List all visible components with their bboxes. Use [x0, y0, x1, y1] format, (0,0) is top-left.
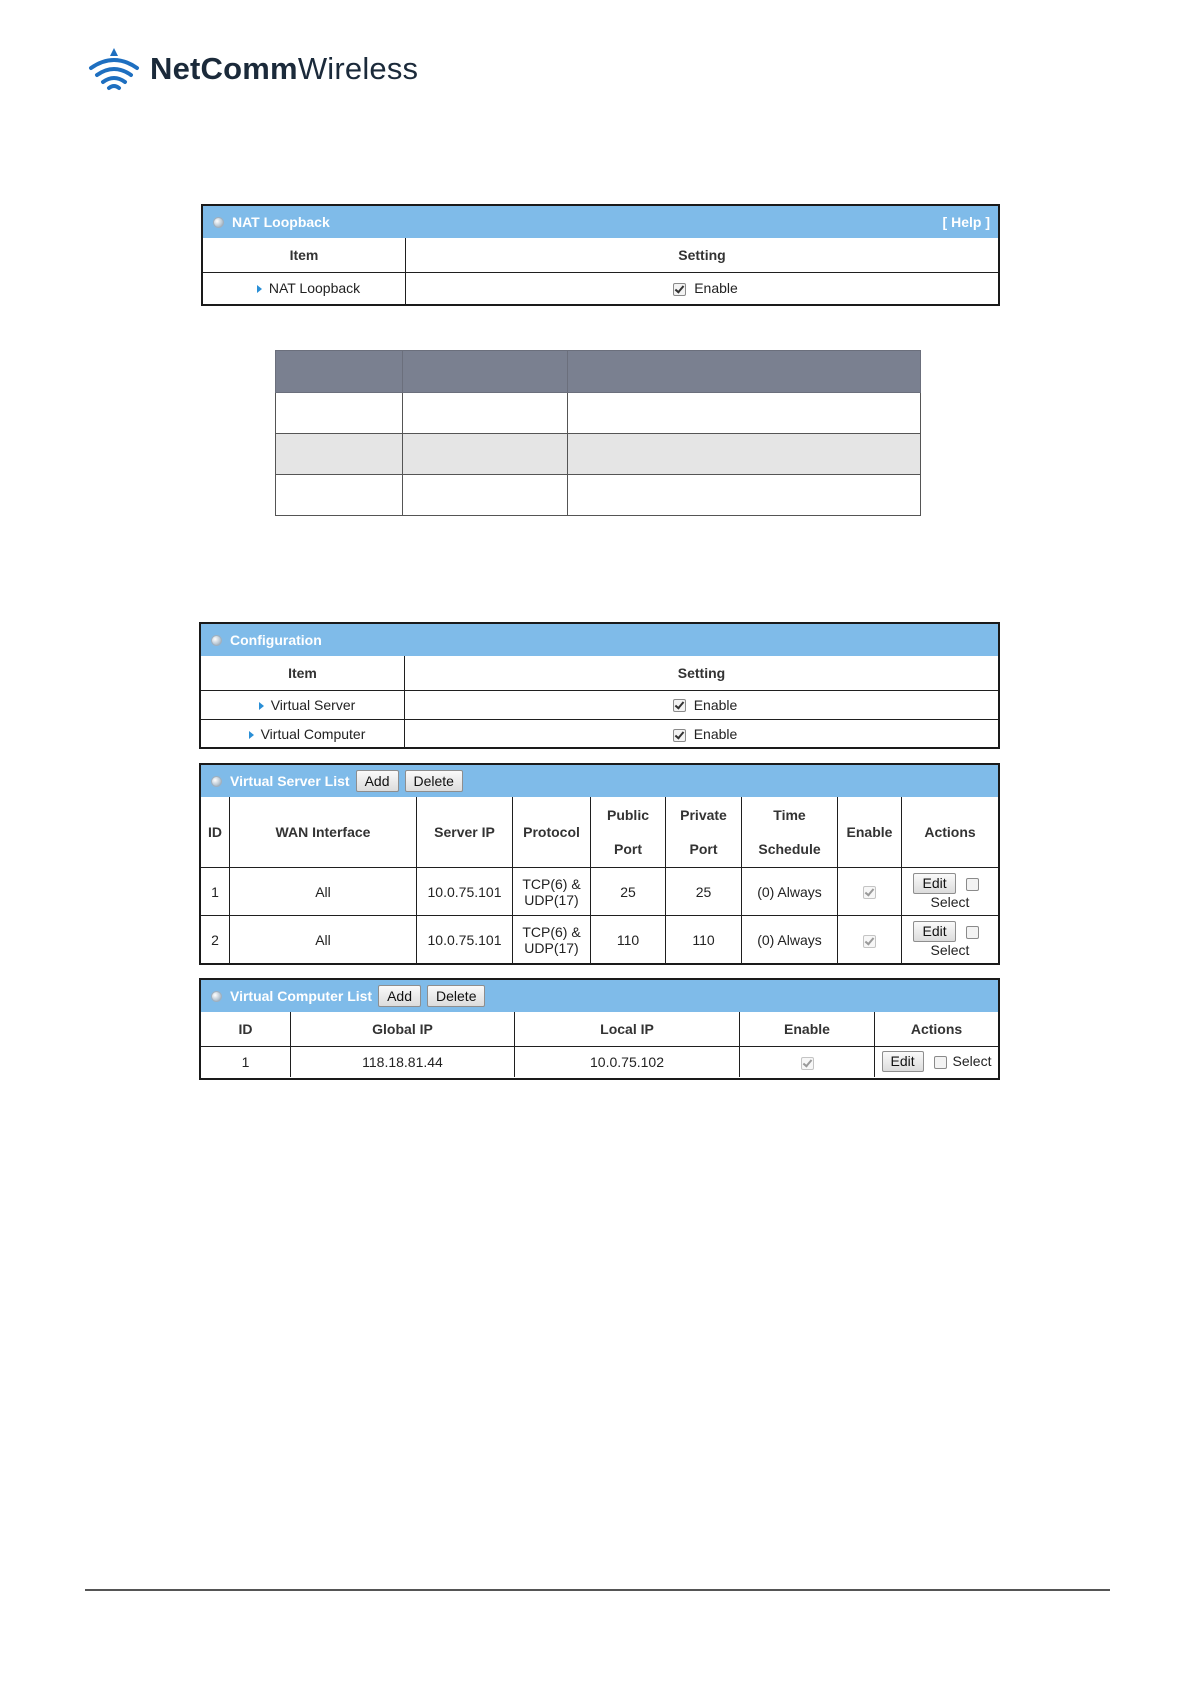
cell-private-port: 110 — [666, 916, 742, 964]
nat-loopback-panel — [201, 204, 1000, 306]
col-wan-interface: WAN Interface — [230, 797, 417, 868]
select-checkbox[interactable] — [966, 926, 979, 939]
arrow-icon — [249, 731, 254, 739]
cell-id: 2 — [201, 916, 230, 964]
col-actions: Actions — [875, 1012, 999, 1046]
select-label: Select — [930, 894, 970, 910]
add-button[interactable]: Add — [356, 770, 399, 792]
table-cell — [276, 434, 403, 475]
select-checkbox[interactable] — [934, 1056, 947, 1069]
add-button[interactable]: Add — [378, 985, 421, 1007]
enable-checkbox — [863, 935, 876, 948]
row-setting: Enable — [405, 690, 999, 719]
virtual-computer-table — [201, 1012, 998, 1077]
cell-actions — [875, 1046, 999, 1077]
edit-button[interactable]: Edit — [882, 1051, 924, 1072]
row-label: NAT Loopback — [203, 272, 406, 304]
select-label: Select — [930, 942, 970, 959]
table-cell — [568, 393, 921, 434]
enable-checkbox[interactable] — [673, 699, 686, 712]
col-setting: Setting — [406, 238, 999, 272]
cell-private-port: 25 — [666, 868, 742, 916]
col-enable: Enable — [838, 797, 902, 868]
col-id: ID — [201, 1012, 291, 1046]
enable-checkbox — [801, 1057, 814, 1070]
bullet-icon — [211, 991, 222, 1002]
panel-title: Virtual Computer List — [230, 988, 373, 1004]
select-label: Select — [952, 1053, 992, 1070]
panel-header — [201, 765, 998, 797]
footer-divider — [85, 1589, 1110, 1591]
edit-button[interactable]: Edit — [913, 873, 955, 894]
table-row — [201, 868, 998, 916]
row-label: Virtual Computer — [201, 719, 405, 748]
cell-wan: All — [230, 916, 417, 964]
panel-title: NAT Loopback — [232, 214, 330, 230]
table-row — [201, 1046, 998, 1077]
configuration-table — [201, 656, 998, 748]
cell-local-ip: 10.0.75.102 — [515, 1046, 740, 1077]
virtual-server-table — [201, 797, 998, 964]
arrow-icon — [257, 285, 262, 293]
table-cell — [568, 475, 921, 516]
col-enable: Enable — [740, 1012, 875, 1046]
panel-header — [201, 980, 998, 1012]
col-actions: Actions — [902, 797, 999, 868]
row-label: Virtual Server — [201, 690, 405, 719]
col-setting: Setting — [405, 656, 999, 690]
col-protocol: Protocol — [513, 797, 591, 868]
col-server-ip: Server IP — [417, 797, 513, 868]
col-id: ID — [201, 797, 230, 868]
nat-loopback-table — [203, 238, 998, 304]
wifi-logo-icon — [88, 46, 140, 92]
delete-button[interactable]: Delete — [405, 770, 463, 792]
edit-button[interactable]: Edit — [913, 921, 955, 942]
table-cell — [403, 434, 568, 475]
cell-actions — [902, 916, 999, 964]
select-checkbox[interactable] — [966, 878, 979, 891]
header-cell — [276, 351, 403, 393]
cell-server-ip: 10.0.75.101 — [417, 868, 513, 916]
arrow-icon — [259, 702, 264, 710]
col-local-ip: Local IP — [515, 1012, 740, 1046]
netcomm-logo — [88, 44, 418, 94]
table-cell — [276, 393, 403, 434]
virtual-computer-list-panel — [199, 978, 1000, 1080]
table-cell — [403, 475, 568, 516]
empty-table — [275, 350, 921, 516]
delete-button[interactable]: Delete — [427, 985, 485, 1007]
cell-wan: All — [230, 868, 417, 916]
table-cell — [568, 434, 921, 475]
enable-checkbox[interactable] — [673, 283, 686, 296]
bullet-icon — [211, 776, 222, 787]
cell-schedule: (0) Always — [742, 868, 838, 916]
table-row — [201, 916, 998, 964]
panel-header — [201, 624, 998, 656]
table-cell — [403, 393, 568, 434]
col-item: Item — [203, 238, 406, 272]
header-cell — [568, 351, 921, 393]
cell-server-ip: 10.0.75.101 — [417, 916, 513, 964]
col-item: Item — [201, 656, 405, 690]
cell-enable — [838, 916, 902, 964]
cell-public-port: 110 — [591, 916, 666, 964]
configuration-panel — [199, 622, 1000, 749]
col-public-port: Public Port — [591, 797, 666, 868]
cell-enable — [838, 868, 902, 916]
panel-title: Virtual Server List — [230, 773, 350, 789]
brand-name: NetCommWireless — [150, 51, 419, 86]
cell-public-port: 25 — [591, 868, 666, 916]
cell-global-ip: 118.18.81.44 — [291, 1046, 515, 1077]
enable-checkbox — [863, 886, 876, 899]
cell-actions — [902, 868, 999, 916]
col-time-schedule: Time Schedule — [742, 797, 838, 868]
help-link[interactable]: [ Help ] — [942, 214, 990, 230]
row-setting: Enable — [406, 272, 999, 304]
cell-protocol: TCP(6) & UDP(17) — [513, 916, 591, 964]
panel-title: Configuration — [230, 632, 322, 648]
cell-id: 1 — [201, 868, 230, 916]
table-cell — [276, 475, 403, 516]
cell-id: 1 — [201, 1046, 291, 1077]
col-private-port: Private Port — [666, 797, 742, 868]
bullet-icon — [213, 217, 224, 228]
col-global-ip: Global IP — [291, 1012, 515, 1046]
cell-enable — [740, 1046, 875, 1077]
panel-header — [203, 206, 998, 238]
bullet-icon — [211, 635, 222, 646]
virtual-server-list-panel — [199, 763, 1000, 965]
cell-schedule: (0) Always — [742, 916, 838, 964]
row-setting: Enable — [405, 719, 999, 748]
cell-protocol: TCP(6) & UDP(17) — [513, 868, 591, 916]
header-cell — [403, 351, 568, 393]
enable-checkbox[interactable] — [673, 729, 686, 742]
